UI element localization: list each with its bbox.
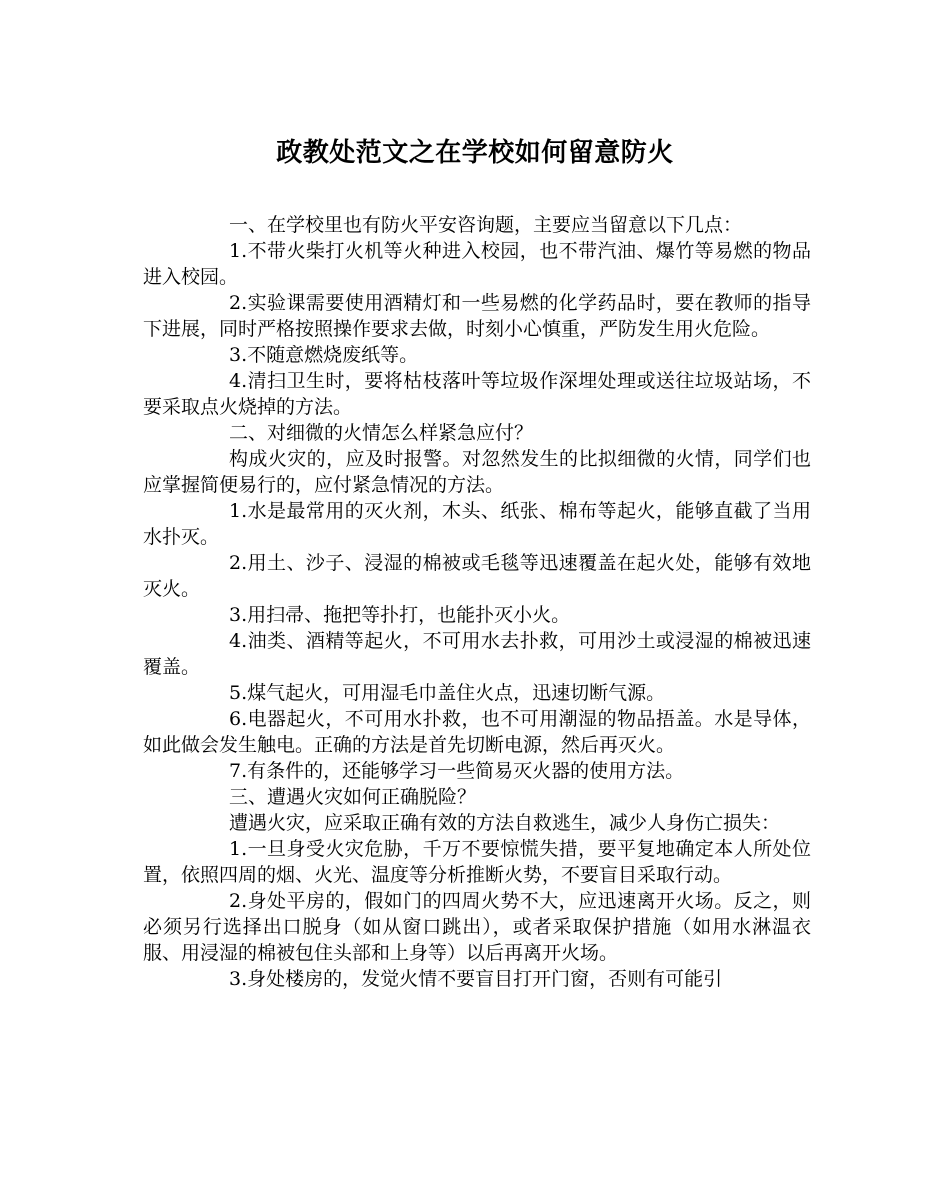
paragraph: 构成火灾的，应及时报警。对忽然发生的比拟细微的火情，同学们也应掌握简便易行的，应付紧急情况的方法。 xyxy=(143,448,811,496)
paragraph: 一、在学校里也有防火平安咨询题，主要应当留意以下几点： xyxy=(229,214,743,236)
paragraph: 1.一旦身受火灾危胁，千万不要惊慌失措，要平复地确定本人所处位置，依照四周的烟、火光、温度等分析推断火势，不要盲目采取行动。 xyxy=(143,838,811,886)
paragraph: 三、遭遇火灾如何正确脱险？ xyxy=(229,786,477,808)
paragraph: 5.煤气起火，可用湿毛巾盖住火点，迅速切断气源。 xyxy=(229,682,666,704)
paragraph: 3.用扫帚、拖把等扑打，也能扑灭小火。 xyxy=(229,604,571,626)
paragraph: 2.用土、沙子、浸湿的棉被或毛毯等迅速覆盖在起火处，能够有效地灭火。 xyxy=(143,552,811,600)
paragraph: 3.身处楼房的，发觉火情不要盲目打开门窗，否则有可能引 xyxy=(229,968,723,990)
paragraph: 2.身处平房的，假如门的四周火势不大，应迅速离开火场。反之，则必须另行选择出口脱身（如从窗口跳出），或者采取保护措施（如用水淋温衣服、用浸湿的棉被包住头部和上身等）以后再离开火场。 xyxy=(143,890,811,964)
paragraph: 二、对细微的火情怎么样紧急应付？ xyxy=(229,422,534,444)
document-title: 政教处范文之在学校如何留意防火 xyxy=(276,138,674,168)
paragraph: 1.水是最常用的灭火剂，木头、纸张、棉布等起火，能够直截了当用水扑灭。 xyxy=(143,500,811,548)
paragraph: 4.油类、酒精等起火，不可用水去扑救，可用沙土或浸湿的棉被迅速覆盖。 xyxy=(143,630,811,678)
paragraph: 2.实验课需要使用酒精灯和一些易燃的化学药品时，要在教师的指导下进展，同时严格按照操作要求去做，时刻小心慎重，严防发生用火危险。 xyxy=(143,292,811,340)
paragraph: 4.清扫卫生时，要将枯枝落叶等垃圾作深埋处理或送往垃圾站场，不要采取点火烧掉的方法。 xyxy=(143,370,811,418)
paragraph: 7.有条件的，还能够学习一些简易灭火器的使用方法。 xyxy=(229,760,685,782)
paragraph: 6.电器起火，不可用水扑救，也不可用潮湿的物品捂盖。水是导体，如此做会发生触电。正确的方法是首先切断电源，然后再灭火。 xyxy=(143,708,811,756)
paragraph: 遭遇火灾，应采取正确有效的方法自救逃生，减少人身伤亡损失： xyxy=(229,812,781,834)
document-body xyxy=(143,212,811,992)
paragraph: 3.不随意燃烧废纸等。 xyxy=(229,344,419,366)
paragraph: 1.不带火柴打火机等火种进入校园，也不带汽油、爆竹等易燃的物品进入校园。 xyxy=(143,240,811,288)
